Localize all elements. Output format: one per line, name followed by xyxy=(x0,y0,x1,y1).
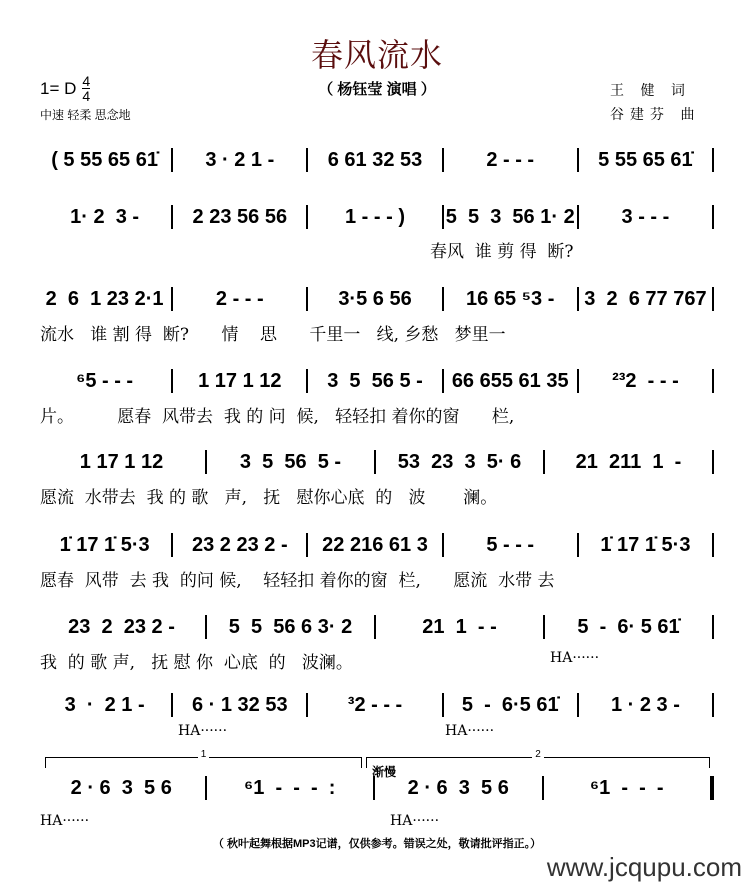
measure: 5 55 65 61̇ xyxy=(598,148,693,171)
lyrics-line: 愿春 风带 去 我 的问 候, 轻轻扣 着你的窗 栏, 愿流 水带 去 xyxy=(40,571,555,591)
measure: 1· 2 3 - xyxy=(70,205,140,228)
measure: 3 5 56 5 - xyxy=(327,369,423,392)
volta-1-label: 1 xyxy=(198,749,210,760)
score-system xyxy=(38,148,714,172)
composer: 谷建芬 曲 xyxy=(610,107,701,123)
measure: 22 216 61 3 xyxy=(322,533,428,556)
lyrics-line: 我 的 歌 声, 抚 慰 你 心底 的 波澜。 xyxy=(40,653,353,673)
lyrics-line: 流水 谁 割 得 断? 情 思 千里一 线, 乡愁 梦里一 xyxy=(40,325,506,345)
measure: 16 65 ⁵3 - xyxy=(466,287,555,310)
score-system xyxy=(38,287,714,311)
volta-2 xyxy=(366,749,710,768)
footnote: （ 秋叶起舞根据MP3记谱，仅供参考。错误之处，敬请批评指正。） xyxy=(212,838,542,850)
singer: （ 杨钰莹 演唱 ） xyxy=(318,81,436,98)
watermark: www.jcqupu.com xyxy=(546,852,742,882)
measure: 5 - 6·5 61̇ xyxy=(461,693,559,716)
score-system xyxy=(38,533,714,557)
time-bottom: 4 xyxy=(82,88,91,104)
measure: 2 · 6 3 5 6 xyxy=(70,776,172,799)
tempo-marking: 中速 轻柔 思念地 xyxy=(40,108,131,122)
measure: 2 6 1 23 2·1 xyxy=(45,287,164,310)
lyrics-line: 愿流 水带去 我 的 歌 声, 抚 慰你心底 的 波 澜。 xyxy=(40,488,498,508)
score-system xyxy=(38,450,714,474)
measure: ( 5 55 65 61̇ xyxy=(51,148,158,171)
measure: 5 5 3 56 1· 2 xyxy=(445,205,575,228)
measure: ⁶1 - - - xyxy=(589,776,664,799)
barline xyxy=(712,148,714,172)
barline xyxy=(712,369,714,393)
measure: 5 - 6· 5 61̇ xyxy=(577,615,680,638)
measure: 23 2 23 2 - xyxy=(191,533,288,556)
barline xyxy=(712,615,714,639)
score-system xyxy=(38,205,714,229)
measure: 1 - - - ) xyxy=(345,205,405,228)
measure: ⁶5 - - - xyxy=(76,369,134,392)
measure: 5 - - - xyxy=(486,533,535,556)
measure: 2 - - - xyxy=(486,148,535,171)
measure: ³2 - - - xyxy=(347,693,403,716)
barline xyxy=(712,287,714,311)
score-system xyxy=(38,369,714,393)
measure: 21 1 - - xyxy=(422,615,497,638)
lyricist: 王 健 词 xyxy=(610,83,691,99)
barline xyxy=(712,205,714,229)
measure: 2 · 6 3 5 6 xyxy=(407,776,509,799)
measure: 23 2 23 2 - xyxy=(68,615,175,638)
measure: ⁶1 - - - : xyxy=(244,776,336,799)
measure: 2 23 56 56 xyxy=(192,205,288,228)
measure: 6 · 1 32 53 xyxy=(191,693,288,716)
measure: 1 17 1 12 xyxy=(198,369,282,392)
measure: 3 2 6 77 767 xyxy=(584,287,707,310)
key-label: 1= D xyxy=(40,78,77,98)
measure: 5 5 56 6 3· 2 xyxy=(228,615,353,638)
barline xyxy=(712,693,714,717)
time-top: 4 xyxy=(82,73,91,89)
measure: 3 · 2 1 - xyxy=(205,148,275,171)
ha-vocal: HA······ xyxy=(40,813,90,829)
barline xyxy=(712,450,714,474)
ha-vocal: HA······ xyxy=(390,813,440,829)
measure: 1̇ 17 1̇ 5·3 xyxy=(600,533,691,556)
volta-1 xyxy=(45,749,362,768)
song-title: 春风流水 xyxy=(310,36,443,74)
measure: 3 - - - xyxy=(621,205,670,228)
score-system xyxy=(38,615,714,639)
measure: 3·5 6 56 xyxy=(338,287,412,310)
measure: 3 · 2 1 - xyxy=(64,693,145,716)
ha-vocal: HA······ xyxy=(550,650,600,666)
measure: 21 211 1 - xyxy=(575,450,682,473)
ritardando-marking: 渐慢 xyxy=(372,765,397,779)
measure: 2 - - - xyxy=(215,287,264,310)
measure: 1̇ 17 1̇ 5·3 xyxy=(59,533,150,556)
measure: 6 61 32 53 xyxy=(327,148,423,171)
ha-vocal: HA······ xyxy=(445,723,495,739)
barline xyxy=(710,776,714,800)
ha-vocal: HA······ xyxy=(178,723,228,739)
volta-2-label: 2 xyxy=(532,749,544,760)
measure: 3 5 56 5 - xyxy=(239,450,342,473)
lyrics-line: 片。 愿春 风带去 我 的 问 候, 轻轻扣 着你的窗 栏, xyxy=(40,407,515,427)
score-system xyxy=(38,693,714,717)
barline xyxy=(712,533,714,557)
measure: 1 · 2 3 - xyxy=(610,693,680,716)
measure: 53 23 3 5· 6 xyxy=(397,450,522,473)
lyrics-line: 春风 谁 剪 得 断? xyxy=(430,242,574,262)
measure: 1 17 1 12 xyxy=(79,450,164,473)
measure: ²³2 - - - xyxy=(612,369,679,392)
measure: 66 655 61 35 xyxy=(451,369,569,392)
